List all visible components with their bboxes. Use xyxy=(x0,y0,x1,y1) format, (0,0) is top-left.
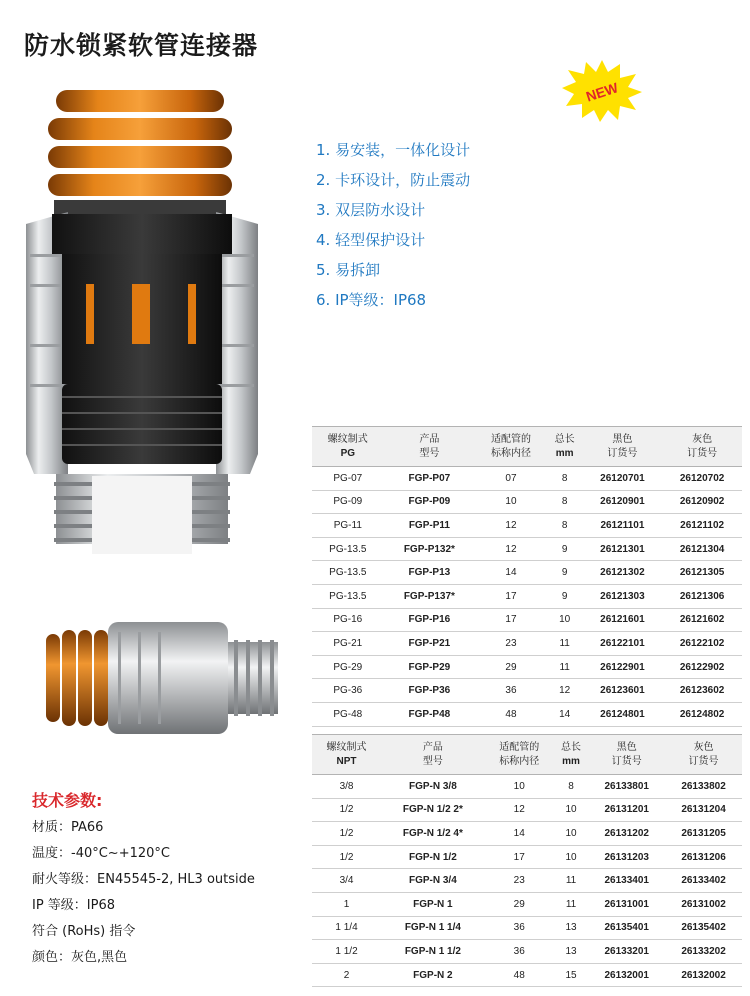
table-cell: 17 xyxy=(485,845,554,869)
table-row xyxy=(312,916,742,940)
header-thread: 螺纹制式 NPT xyxy=(312,735,381,775)
table-cell: 11 xyxy=(554,869,589,893)
table-cell: 1/2 xyxy=(312,845,381,869)
connector-cutaway-image xyxy=(18,84,266,554)
table-row xyxy=(312,490,742,514)
table-cell: 26121602 xyxy=(662,608,742,632)
table-cell: 26133402 xyxy=(665,869,742,893)
table-row xyxy=(312,822,742,846)
table-cell: 26121303 xyxy=(583,584,663,608)
table-cell: 14 xyxy=(547,702,583,726)
feature-item: 4. 轻型保护设计 xyxy=(316,231,426,249)
table-cell: 26121302 xyxy=(583,561,663,585)
table-row xyxy=(312,798,742,822)
table-cell: 26131001 xyxy=(588,892,665,916)
table-cell: 8 xyxy=(547,467,583,491)
table-cell: 26123601 xyxy=(583,679,663,703)
table-cell: FGP-N 2 xyxy=(381,963,485,987)
table-cell: 36 xyxy=(475,679,547,703)
table-cell: 1 xyxy=(312,892,381,916)
feature-item: 6. IP等级：IP68 xyxy=(316,291,427,309)
table-cell: 36 xyxy=(485,916,554,940)
table-cell: 13 xyxy=(554,916,589,940)
table-row xyxy=(312,632,742,656)
table-cell: 13 xyxy=(554,940,589,964)
table-cell: FGP-N 1/2 xyxy=(381,845,485,869)
header-model: 产品 型号 xyxy=(384,427,476,467)
feature-item: 3. 双层防水设计 xyxy=(316,201,426,219)
table-cell: 26121301 xyxy=(583,537,663,561)
table-row xyxy=(312,679,742,703)
table-cell: 26131201 xyxy=(588,798,665,822)
table-cell: FGP-P36 xyxy=(384,679,476,703)
new-badge-text: NEW xyxy=(583,79,621,105)
table-cell: FGP-N 1/2 4* xyxy=(381,822,485,846)
table-cell: 14 xyxy=(475,561,547,585)
table-cell: 48 xyxy=(485,963,554,987)
table-cell: PG-13.5 xyxy=(312,537,384,561)
table-cell: 9 xyxy=(547,561,583,585)
table-cell: 26131002 xyxy=(665,892,742,916)
table-cell: PG-36 xyxy=(312,679,384,703)
table-cell: 3/4 xyxy=(312,869,381,893)
spec-heading: 技术参数: xyxy=(32,791,103,810)
table-cell: 26122901 xyxy=(583,655,663,679)
table-cell: 23 xyxy=(475,632,547,656)
table-cell: 10 xyxy=(475,490,547,514)
table-cell: 8 xyxy=(554,775,589,799)
table-cell: 1/2 xyxy=(312,798,381,822)
table-cell: 26122102 xyxy=(662,632,742,656)
table-cell: 26121102 xyxy=(662,514,742,538)
header-inner-diameter: 适配管的 标称内径 xyxy=(485,735,554,775)
spec-item: IP 等级：IP68 xyxy=(32,898,116,913)
table-cell: 26120902 xyxy=(662,490,742,514)
table-cell: 3/8 xyxy=(312,775,381,799)
spec-item: 材质：PA66 xyxy=(32,820,104,835)
table-cell: 1 1/4 xyxy=(312,916,381,940)
table-cell: FGP-P132* xyxy=(384,537,476,561)
table-row xyxy=(312,869,742,893)
table-cell: 26122101 xyxy=(583,632,663,656)
table-cell: 26132001 xyxy=(588,963,665,987)
table-cell: 26133202 xyxy=(665,940,742,964)
table-cell: PG-48 xyxy=(312,702,384,726)
table-row xyxy=(312,963,742,987)
pg-table xyxy=(312,426,742,727)
table-row xyxy=(312,702,742,726)
table-cell: 12 xyxy=(475,537,547,561)
table-cell: 26133801 xyxy=(588,775,665,799)
table-cell: PG-21 xyxy=(312,632,384,656)
table-cell: PG-29 xyxy=(312,655,384,679)
table-cell: 26120702 xyxy=(662,467,742,491)
table-cell: FGP-P09 xyxy=(384,490,476,514)
table-cell: 26121304 xyxy=(662,537,742,561)
table-header-row xyxy=(312,735,742,775)
table-cell: 1 1/2 xyxy=(312,940,381,964)
table-cell: 26131205 xyxy=(665,822,742,846)
spec-list xyxy=(32,818,255,974)
table-cell: FGP-P11 xyxy=(384,514,476,538)
table-cell: 23 xyxy=(485,869,554,893)
connector-side-image xyxy=(38,612,282,744)
table-cell: 1/2 xyxy=(312,822,381,846)
table-cell: 36 xyxy=(485,940,554,964)
table-cell: FGP-P16 xyxy=(384,608,476,632)
table-cell: 26131204 xyxy=(665,798,742,822)
table-cell: FGP-P29 xyxy=(384,655,476,679)
table-cell: PG-13.5 xyxy=(312,584,384,608)
table-cell: 26121601 xyxy=(583,608,663,632)
table-cell: 26131206 xyxy=(665,845,742,869)
table-row xyxy=(312,940,742,964)
header-black-order: 黑色 订货号 xyxy=(588,735,665,775)
table-row xyxy=(312,514,742,538)
table-cell: 26133401 xyxy=(588,869,665,893)
table-cell: PG-09 xyxy=(312,490,384,514)
table-cell: 9 xyxy=(547,537,583,561)
header-model: 产品 型号 xyxy=(381,735,485,775)
table-cell: 10 xyxy=(554,845,589,869)
header-grey-order: 灰色 订货号 xyxy=(665,735,742,775)
table-cell: 11 xyxy=(547,632,583,656)
table-cell: 26120701 xyxy=(583,467,663,491)
table-cell: 12 xyxy=(475,514,547,538)
table-row xyxy=(312,561,742,585)
feature-list xyxy=(316,138,470,318)
table-cell: 26135401 xyxy=(588,916,665,940)
table-cell: PG-13.5 xyxy=(312,561,384,585)
table-row xyxy=(312,467,742,491)
table-cell: 8 xyxy=(547,514,583,538)
table-cell: FGP-N 1 xyxy=(381,892,485,916)
table-cell: FGP-P137* xyxy=(384,584,476,608)
header-length: 总长 mm xyxy=(554,735,589,775)
table-cell: FGP-N 1 1/2 xyxy=(381,940,485,964)
header-length: 总长 mm xyxy=(547,427,583,467)
feature-item: 2. 卡环设计，防止震动 xyxy=(316,171,471,189)
table-cell: 26133201 xyxy=(588,940,665,964)
table-cell: 12 xyxy=(547,679,583,703)
table-cell: 8 xyxy=(547,490,583,514)
spec-item: 温度：-40°C~+120°C xyxy=(32,846,170,861)
table-cell: FGP-N 3/8 xyxy=(381,775,485,799)
feature-item: 1. 易安装，一体化设计 xyxy=(316,141,471,159)
npt-table xyxy=(312,734,742,987)
table-cell: 26131203 xyxy=(588,845,665,869)
spec-item: 符合 (RoHs) 指令 xyxy=(32,924,136,939)
table-cell: 26121305 xyxy=(662,561,742,585)
table-row xyxy=(312,892,742,916)
table-cell: 26122902 xyxy=(662,655,742,679)
table-row xyxy=(312,608,742,632)
table-cell: 26121306 xyxy=(662,584,742,608)
feature-item: 5. 易拆卸 xyxy=(316,261,381,279)
header-inner-diameter: 适配管的 标称内径 xyxy=(475,427,547,467)
table-cell: 11 xyxy=(554,892,589,916)
table-cell: 29 xyxy=(485,892,554,916)
table-cell: FGP-P07 xyxy=(384,467,476,491)
table-cell: 26131202 xyxy=(588,822,665,846)
page-title: 防水锁紧软管连接器 xyxy=(24,31,259,60)
table-cell: 12 xyxy=(485,798,554,822)
table-cell: FGP-N 3/4 xyxy=(381,869,485,893)
spec-item: 耐火等级：EN45545-2, HL3 outside xyxy=(32,872,255,887)
spec-item: 颜色：灰色,黑色 xyxy=(32,950,128,965)
table-cell: FGP-P48 xyxy=(384,702,476,726)
new-badge xyxy=(560,58,644,124)
table-cell: 10 xyxy=(554,798,589,822)
table-row xyxy=(312,537,742,561)
table-cell: 26135402 xyxy=(665,916,742,940)
table-cell: 9 xyxy=(547,584,583,608)
table-cell: 26124802 xyxy=(662,702,742,726)
table-cell: PG-16 xyxy=(312,608,384,632)
table-header-row xyxy=(312,427,742,467)
table-cell: 07 xyxy=(475,467,547,491)
table-cell: PG-07 xyxy=(312,467,384,491)
table-row xyxy=(312,775,742,799)
table-row xyxy=(312,655,742,679)
table-cell: 10 xyxy=(485,775,554,799)
table-cell: 26132002 xyxy=(665,963,742,987)
header-grey-order: 灰色 订货号 xyxy=(662,427,742,467)
table-cell: 17 xyxy=(475,608,547,632)
table-cell: 15 xyxy=(554,963,589,987)
table-cell: 26121101 xyxy=(583,514,663,538)
table-cell: FGP-P13 xyxy=(384,561,476,585)
header-thread: 螺纹制式 PG xyxy=(312,427,384,467)
table-cell: 11 xyxy=(547,655,583,679)
table-cell: PG-11 xyxy=(312,514,384,538)
table-cell: 29 xyxy=(475,655,547,679)
table-cell: 26120901 xyxy=(583,490,663,514)
table-cell: 10 xyxy=(554,822,589,846)
table-cell: 26133802 xyxy=(665,775,742,799)
table-row xyxy=(312,845,742,869)
table-cell: 14 xyxy=(485,822,554,846)
table-cell: 17 xyxy=(475,584,547,608)
table-cell: 48 xyxy=(475,702,547,726)
table-cell: FGP-N 1 1/4 xyxy=(381,916,485,940)
table-cell: 10 xyxy=(547,608,583,632)
table-row xyxy=(312,584,742,608)
table-cell: 2 xyxy=(312,963,381,987)
table-cell: FGP-N 1/2 2* xyxy=(381,798,485,822)
table-cell: FGP-P21 xyxy=(384,632,476,656)
table-cell: 26123602 xyxy=(662,679,742,703)
table-cell: 26124801 xyxy=(583,702,663,726)
header-black-order: 黑色 订货号 xyxy=(583,427,663,467)
